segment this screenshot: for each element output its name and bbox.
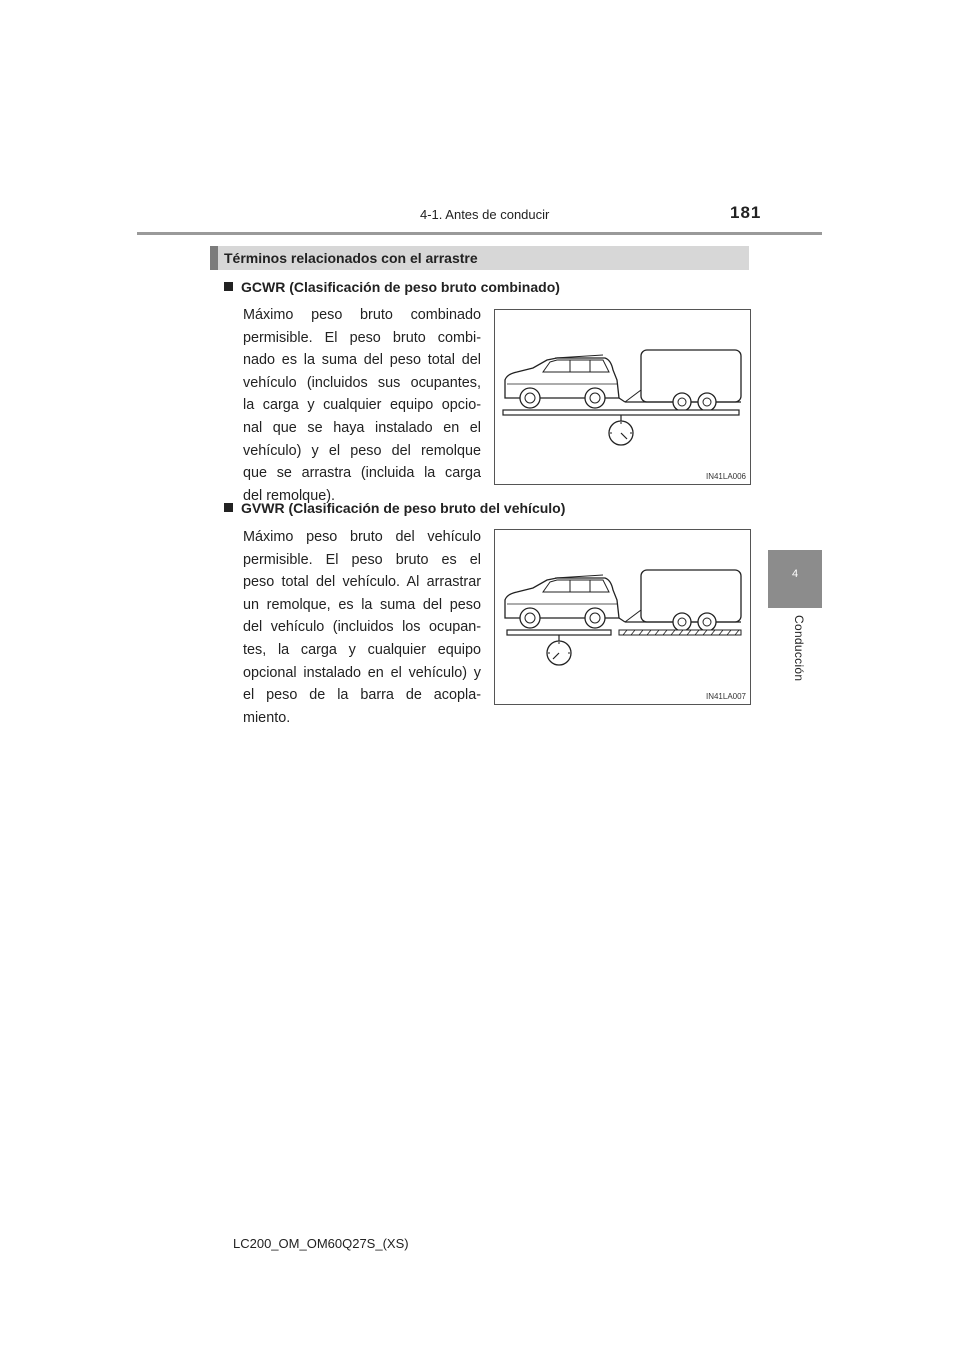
figure-code: IN41LA006 [705,472,746,481]
item-heading-gcwr [224,279,560,295]
paragraph-line: vehículo (incluidos sus ocupantes, [243,374,481,391]
paragraph-line: permisible. El peso bruto es el [243,551,481,568]
figure-code: IN41LA007 [705,692,746,701]
paragraph-line: miento. [243,709,291,726]
document-code-footer: LC200_OM_OM60Q27S_(XS) [233,1236,409,1251]
paragraph-line: el peso de la barra de acopla- [243,687,481,704]
paragraph-line: Máximo peso bruto del vehículo [243,529,481,545]
section-title-accent [210,246,218,270]
section-title: Términos relacionados con el arrastre [224,250,478,266]
paragraph-line: nado es la suma del peso total del [243,352,481,369]
paragraph-line: nal que se haya instalado en el [243,419,481,436]
paragraph-line: Máximo peso bruto combinado [243,307,481,323]
bullet-square-icon [224,282,233,291]
paragraph-line: permisible. El peso bruto combi- [243,329,481,346]
header-divider [137,232,822,235]
page-number: 181 [730,203,762,222]
bullet-square-icon [224,503,233,512]
paragraph-line: la carga y cualquier equipo opcio- [243,397,481,414]
item-paragraph-gvwr [243,526,481,729]
header-section-title: 4-1. Antes de conducir [420,207,550,222]
car-only-scale-illustration [495,530,750,704]
item-heading-text: GCWR (Clasificación de peso bruto combinado) [241,279,560,295]
figure-gcwr [494,309,751,485]
figure-gvwr [494,529,751,705]
item-heading-text: GVWR (Clasificación de peso bruto del vehículo) [241,500,566,516]
item-paragraph-gcwr [243,304,481,507]
car-trailer-combined-scale-illustration [495,310,750,484]
paragraph-line: del remolque). [243,487,335,504]
item-heading-gvwr [224,500,565,516]
chapter-tab-number: 4 [791,568,799,580]
paragraph-line: peso total del vehículo. Al arrastrar [243,574,481,591]
chapter-tab-label: Conducción [792,615,806,682]
paragraph-line: que se arrastra (incluida la carga [243,465,481,482]
paragraph-line: opcional instalado en el vehículo) y [243,664,481,681]
paragraph-line: vehículo) y el peso del remolque [243,442,481,459]
paragraph-line: tes, la carga y cualquier equipo [243,641,481,658]
paragraph-line: un remolque, es la suma del peso [243,596,481,613]
paragraph-line: del vehículo (incluidos los ocupan- [243,619,481,636]
